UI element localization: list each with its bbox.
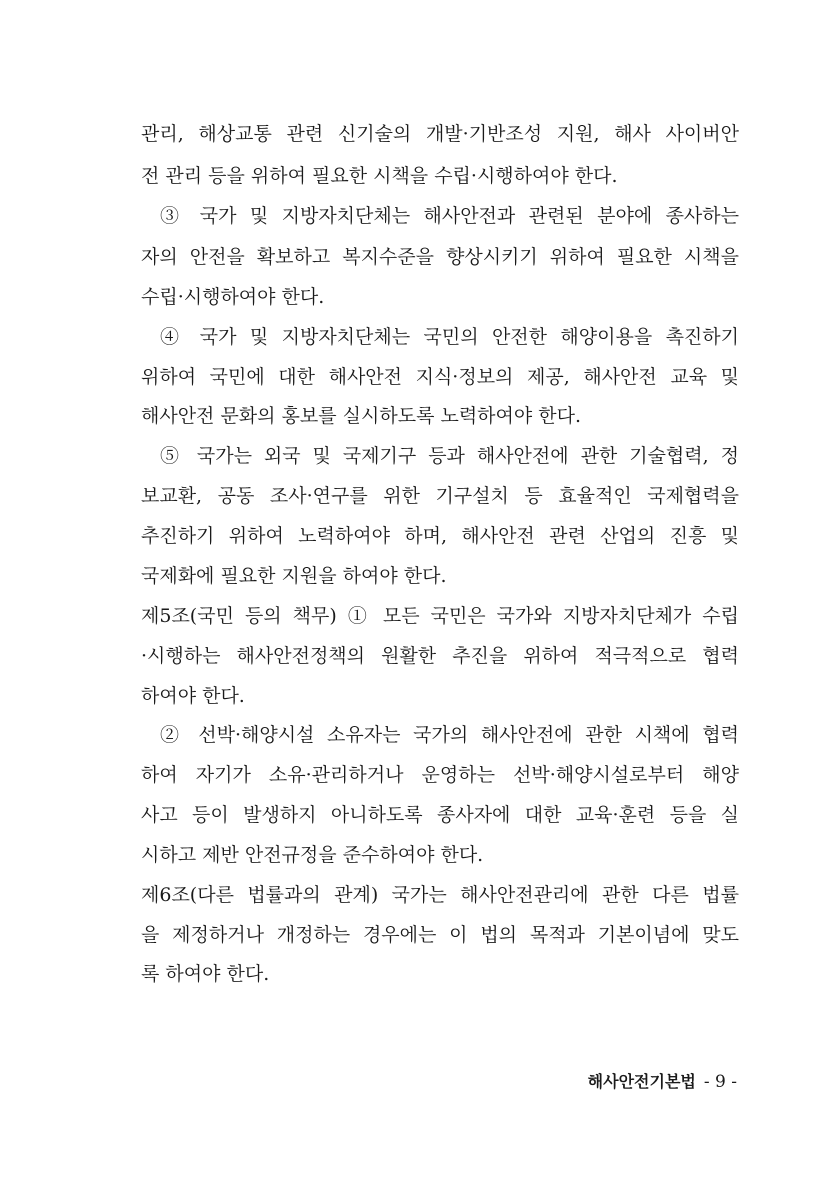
text-line: ·시행하는 해사안전정책의 원활한 추진을 위하여 적극적으로 협력 — [141, 645, 739, 667]
text-line: 제6조(다른 법률과의 관계) 국가는 해사안전관리에 관한 다른 법률 — [141, 884, 739, 906]
text-line: 록 하여야 한다. — [141, 963, 270, 985]
text-line: 관리, 해상교통 관련 신기술의 개발·기반조성 지원, 해사 사이버안 — [141, 123, 739, 145]
text-line: ⑤ 국가는 외국 및 국제기구 등과 해사안전에 관한 기술협력, 정 — [160, 445, 739, 467]
page-footer — [588, 1071, 737, 1093]
text-line: 해사안전 문화의 홍보를 실시하도록 노력하여야 한다. — [141, 405, 582, 427]
text-line: 수립·시행하여야 한다. — [141, 286, 325, 308]
text-line: 사고 등이 발생하지 아니하도록 종사자에 대한 교육·훈련 등을 실 — [141, 804, 739, 826]
text-line: 제5조(국민 등의 책무) ① 모든 국민은 국가와 지방자치단체가 수립 — [141, 605, 739, 627]
text-line: 위하여 국민에 대한 해사안전 지식·정보의 제공, 해사안전 교육 및 — [141, 366, 739, 388]
text-line: ② 선박·해양시설 소유자는 국가의 해사안전에 관한 시책에 협력 — [160, 724, 739, 746]
text-line: 하여야 한다. — [141, 685, 245, 707]
text-line: 보교환, 공동 조사·연구를 위한 기구설치 등 효율적인 국제협력을 — [141, 485, 739, 507]
text-line: 추진하기 위하여 노력하여야 하며, 해사안전 관련 산업의 진흥 및 — [141, 525, 739, 547]
text-line: 하여 자기가 소유·관리하거나 운영하는 선박·해양시설로부터 해양 — [141, 764, 739, 786]
text-line: 시하고 제반 안전규정을 준수하여야 한다. — [141, 844, 484, 866]
text-line: ④ 국가 및 지방자치단체는 국민의 안전한 해양이용을 촉진하기 — [160, 326, 739, 348]
text-line: 을 제정하거나 개정하는 경우에는 이 법의 목적과 기본이념에 맞도 — [141, 924, 739, 946]
text-line: 자의 안전을 확보하고 복지수준을 향상시키기 위하여 필요한 시책을 — [141, 246, 739, 268]
footer-law-name: 해사안전기본법 — [587, 1072, 696, 1091]
text-line: 국제화에 필요한 지원을 하여야 한다. — [141, 565, 447, 587]
text-line: 전 관리 등을 위하여 필요한 시책을 수립·시행하여야 한다. — [141, 165, 618, 187]
text-line: ③ 국가 및 지방자치단체는 해사안전과 관련된 분야에 종사하는 — [160, 205, 739, 227]
page-number: - 9 - — [703, 1072, 737, 1092]
